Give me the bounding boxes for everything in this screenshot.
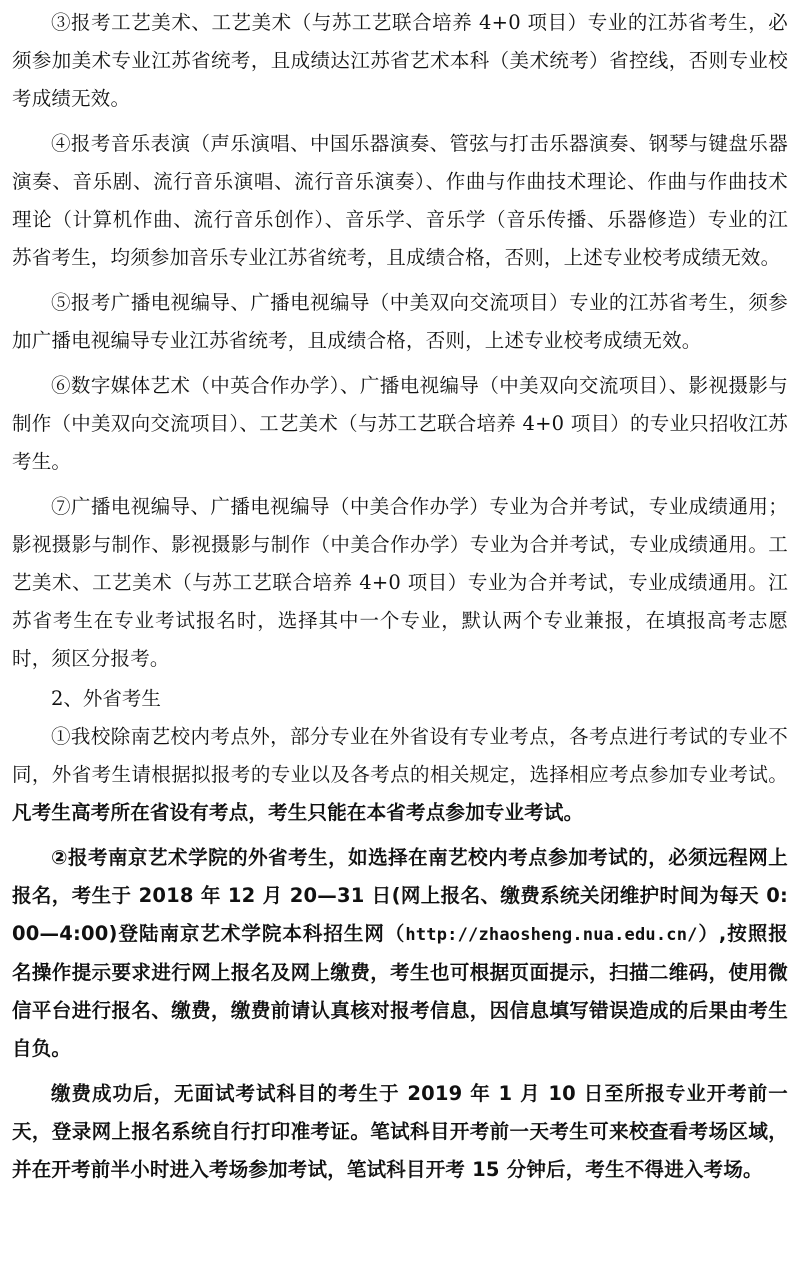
section-heading-out-of-province: 2、外省考生 xyxy=(51,687,161,710)
paragraph-item-4: ④报考音乐表演（声乐演唱、中国乐器演奏、管弦与打击乐器演奏、钢琴与键盘乐器演奏、音乐剧、流行音乐演唱、流行音乐演奏）、作曲与作曲技术理论、作曲与作曲技术理论（计算机作曲、流行音乐创作）、音乐学、音乐学（音乐传播、乐器修造）专业的江苏省考生，均须参加音乐专业江苏省统考，且成绩合格，否则，上述专业校考成绩无效。 xyxy=(12,132,788,269)
paragraph-item-6: ⑥数字媒体艺术（中英合作办学）、广播电视编导（中美双向交流项目）、影视摄影与制作（中美双向交流项目）、工艺美术（与苏工艺联合培养 4+0 项目）的专业只招收江苏考生。 xyxy=(12,374,788,473)
paragraph-outprov-item-1 xyxy=(12,718,788,832)
item-1-bold-text: 凡考生高考所在省设有考点，考生只能在本省考点参加专业考试。 xyxy=(12,801,584,824)
paragraph-item-7: ⑦广播电视编导、广播电视编导（中美合作办学）专业为合并考试，专业成绩通用；影视摄影与制作、影视摄影与制作（中美合作办学）专业为合并考试，专业成绩通用。工艺美术、工艺美术（与苏工艺联合培养 4+0 项目）专业为合并考试，专业成绩通用。江苏省考生在专业考试报名时，选择其中一个专业，默认两个专业兼报，在填报高考志愿时，须区分报考。 xyxy=(12,495,788,670)
paragraph-outprov-item-3: 缴费成功后，无面试考试科目的考生于 2019 年 1 月 10 日至所报专业开考前一天，登录网上报名系统自行打印准考证。笔试科目开考前一天考生可来校查看考场区域，并在开考前半小时进入考场参加考试，笔试科目开考 15 分钟后，考生不得进入考场。 xyxy=(12,1082,788,1181)
admissions-url-link[interactable]: http://zhaosheng.nua.edu.cn/ xyxy=(405,925,698,945)
paragraph-outprov-item-2 xyxy=(12,839,788,1068)
paragraph-item-5: ⑤报考广播电视编导、广播电视编导（中美双向交流项目）专业的江苏省考生，须参加广播电视编导专业江苏省统考，且成绩合格，否则，上述专业校考成绩无效。 xyxy=(12,291,788,352)
item-2-text-part1: ②报考南京艺术学院的外省考生，如选择在南艺校内考点参加考试的，必须远程网上报名，考生于 2018 年 12 月 20—31 日(网上报名、缴费系统关闭维护时间为每天 0:00—4:00)登陆南京艺术学院本科招生网（ xyxy=(12,846,788,945)
item-2-text-part2: ）,按照报名操作提示要求进行网上报名及网上缴费，考生也可根据页面提示，扫描二维码，使用微信平台进行报名、缴费，缴费前请认真核对报考信息，因信息填写错误造成的后果由考生自负。 xyxy=(12,922,788,1060)
paragraph-item-3: ③报考工艺美术、工艺美术（与苏工艺联合培养 4+0 项目）专业的江苏省考生，必须参加美术专业江苏省统考，且成绩达江苏省艺术本科（美术统考）省控线，否则专业校考成绩无效。 xyxy=(12,11,788,110)
item-1-normal-text: ①我校除南艺校内考点外，部分专业在外省设有专业考点，各考点进行考试的专业不同，外省考生请根据拟报考的专业以及各考点的相关规定，选择相应考点参加专业考试。 xyxy=(12,725,788,786)
